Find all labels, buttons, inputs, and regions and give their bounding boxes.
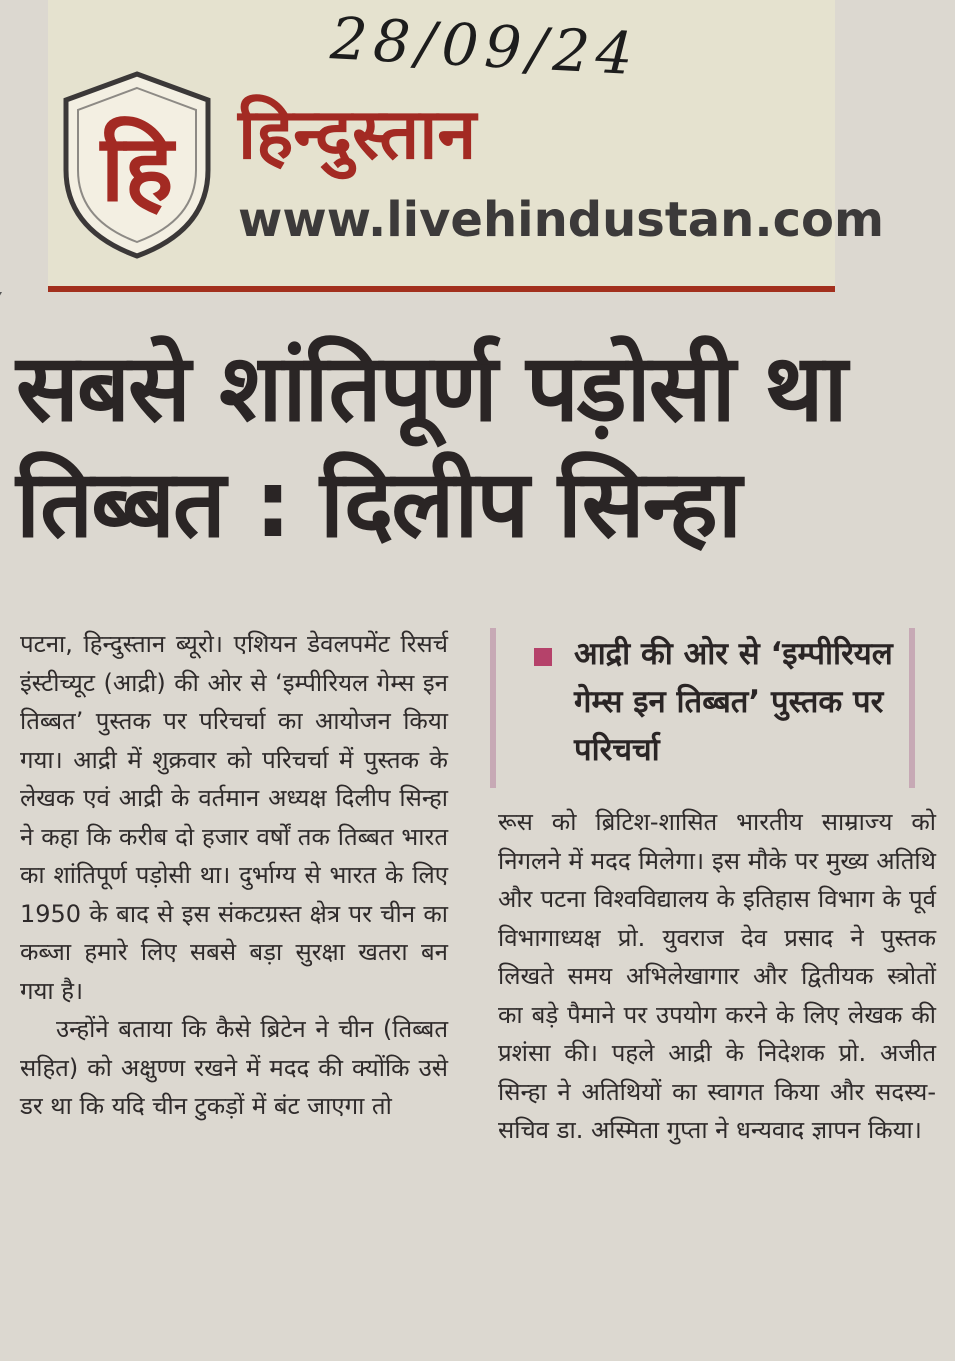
newspaper-logo-icon — [62, 70, 212, 260]
newspaper-url: www.livehindustan.com — [238, 192, 885, 248]
headline-line-2: तिब्बत : दिलीप सिन्हा — [16, 450, 740, 558]
bullet-square-icon — [534, 648, 552, 666]
handwritten-date: 28/09/24 — [328, 4, 641, 89]
masthead-divider — [48, 286, 835, 292]
headline — [16, 330, 946, 562]
article-paragraph-3: रूस को ब्रिटिश-शासित भारतीय साम्राज्य को निगलने में मदद मिलेगा। इस मौके पर मुख्य अतिथि और पटना विश्वविद्यालय के इतिहास विभाग के पूर्व विभागाध्यक्ष प्रो. युवराज देव प्रसाद ने पुस्तक लिखते समय अभिलेखागार और द्वितीयक स्त्रोतों का बड़े पैमाने पर उपयोग करने के लिए लेखक की प्रशंसा की। पहले आद्री के निदेशक प्रो. अजीत सिन्हा ने अतिथियों का स्वागत किया और सदस्य-सचिव डा. अस्मिता गुप्ता ने धन्यवाद ज्ञापन किया। — [498, 808, 936, 1144]
headline-line-1: सबसे शांतिपूर्ण पड़ोसी था — [16, 334, 846, 442]
pull-quote-text: आद्री की ओर से ‘इम्पीरियल गेम्स इन तिब्बत’ पुस्तक पर परिचर्चा — [574, 636, 893, 768]
pull-quote-box — [490, 628, 915, 788]
article-paragraph-1: पटना, हिन्दुस्तान ब्यूरो। एशियन डेवलपमेंट रिसर्च इंस्टीच्यूट (आद्री) की ओर से ‘इम्पीरियल गेम्स इन तिब्बत’ पुस्तक पर परिचर्चा का आयोजन किया गया। आद्री में शुक्रवार को परिचर्चा में पुस्तक के लेखक एवं आद्री के वर्तमान अध्यक्ष दिलीप सिन्हा ने कहा कि करीब दो हजार वर्षों तक तिब्बत भारत का शांतिपूर्ण पड़ोसी था। दुर्भाग्य से भारत के लिए 1950 के बाद से इस संकटग्रस्त क्षेत्र पर चीन का कब्जा हमारे लिए सबसे बड़ा सुरक्षा खतरा बन गया है। — [20, 630, 448, 1005]
logo-text: हि — [100, 115, 174, 222]
article-paragraph-2: उन्होंने बताया कि कैसे ब्रिटेन ने चीन (तिब्बत सहित) को अक्षुण्ण रखने में मदद की क्योंकि उसे डर था कि यदि चीन टुकड़ों में बंट जाएगा तो — [20, 1015, 448, 1120]
newspaper-name: हिन्दुस्तान — [238, 93, 477, 175]
article-right-column — [498, 803, 936, 1150]
article-left-column — [20, 625, 448, 1126]
